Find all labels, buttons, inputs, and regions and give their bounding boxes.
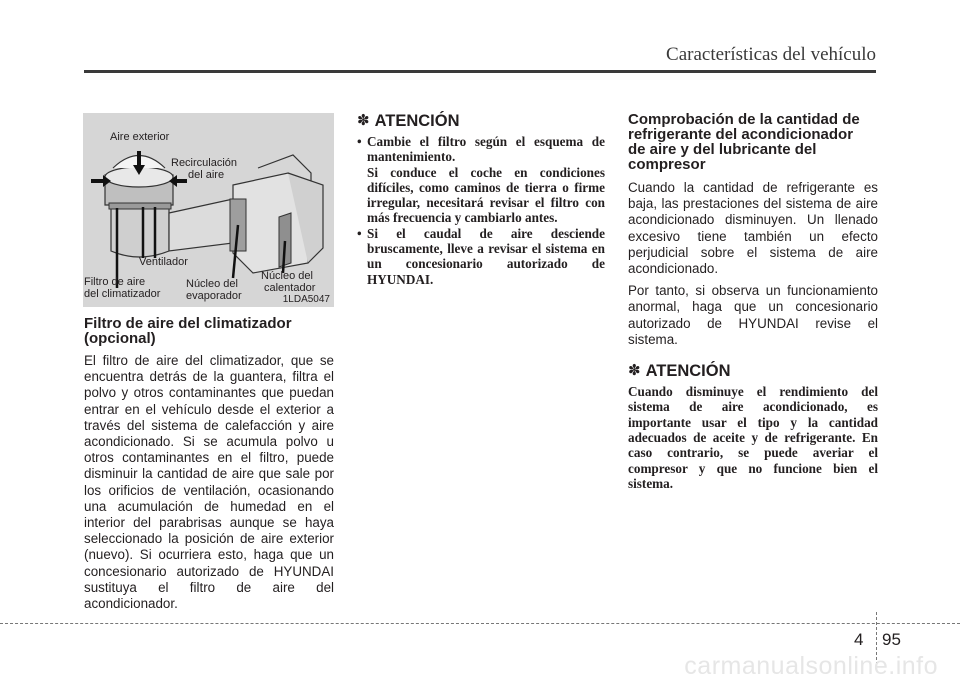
column-refrigerant	[628, 112, 878, 491]
column-filter	[84, 316, 334, 618]
watermark: carmanualsonline.info	[684, 652, 938, 680]
filter-paragraph: El filtro de aire del climatizador, que se encuentra detrás de la guantera, filtra el polvo y otros contaminantes que puedan entrar en el vehículo desde el exterior a través del sistema de calefacción y aire acondicionado. Si se acumula polvo u otros contaminantes en el filtro, puede disminuir la cantidad de aire que sale por los orificios de ventilación, ocasionando una acumulación de humedad en el interior del parabrisas aunque se haya seleccionado la posición de aire exterior (nuevo). Si ocurriera esto, haga que un concesionario autorizado de HYUNDAI sustituya el filtro de aire del acondicionador.	[84, 353, 334, 612]
heading-line: compresor	[628, 156, 706, 173]
attention-mark-icon: ✽	[357, 112, 370, 129]
label-heater-1: Núcleo del	[261, 270, 313, 282]
figure-code: 1LDA5047	[282, 294, 330, 305]
running-header: Características del vehículo	[666, 44, 876, 65]
refrigerant-paragraph-1: Cuando la cantidad de refrigerante es baja, las prestaciones del sistema de aire acondicionado disminuyen. Un llenado excesivo tiene también un efecto perjudicial sobre el sistema de aire acondicionado.	[628, 180, 878, 277]
attention-text: Cuando disminuye el rendimiento del sistema de aire acondicionado, es importante usar el tipo y la cantidad adecuados de aceite y de refrigerante. En caso contrario, se puede averiar el compresor y que no funcione bien el sistema.	[628, 384, 878, 491]
refrigerant-paragraph-2: Por tanto, si observa un funcionamiento anormal, haga que un concesionario autorizado de HYUNDAI revise el sistema.	[628, 283, 878, 347]
attention-item-text: Si el caudal de aire desciende bruscamente, lleve a revisar el sistema en un concesionario autorizado de HYUNDAI.	[367, 225, 605, 287]
column-attention	[357, 112, 605, 287]
attention-heading	[628, 362, 878, 380]
label-recirc-2: del aire	[188, 169, 225, 181]
attention-item-text: Si conduce el coche en condiciones difíciles, como caminos de tierra o firme irregular, necesitará revisar el filtro con más frecuencia y cambiarlo antes.	[367, 164, 605, 226]
attention-block-2	[628, 362, 878, 491]
section-number: 4	[854, 630, 864, 649]
bullet-icon: •	[357, 225, 362, 241]
footer-rule	[0, 623, 960, 624]
attention-title: ATENCIÓN	[374, 112, 460, 130]
heading-line: Comprobación de la cantidad de	[628, 111, 860, 128]
bullet-icon: •	[357, 134, 362, 149]
attention-heading	[357, 112, 605, 130]
attention-item	[357, 134, 605, 226]
label-heater-2: calentador	[264, 282, 316, 294]
label-outside-air: Aire exterior	[110, 131, 170, 143]
label-evap-2: evaporador	[186, 290, 242, 302]
header-rule	[84, 70, 876, 73]
section-heading-filter	[84, 316, 334, 346]
section-heading-refrigerant	[628, 112, 878, 172]
heading-line: de aire y del lubricante del	[628, 141, 817, 158]
attention-mark-icon: ✽	[628, 362, 641, 380]
attention-item-text: Cambie el filtro según el esquema de mantenimiento.	[367, 134, 605, 165]
label-filter-2: del climatizador	[84, 288, 161, 300]
attention-item	[357, 226, 605, 287]
attention-title: ATENCIÓN	[645, 362, 731, 381]
heading-filter-line2: (opcional)	[84, 330, 156, 347]
heading-filter-line1: Filtro de aire del climatizador	[84, 315, 292, 332]
page-number: 95	[882, 630, 901, 649]
heading-line: refrigerante del acondicionador	[628, 126, 854, 143]
attention-list	[357, 134, 605, 287]
label-recirc-1: Recirculación	[171, 157, 238, 169]
label-blower: Ventilador	[139, 256, 188, 268]
label-evap-1: Núcleo del	[186, 278, 238, 290]
label-filter-1: Filtro de aire	[84, 276, 146, 288]
hvac-diagram	[83, 113, 334, 307]
